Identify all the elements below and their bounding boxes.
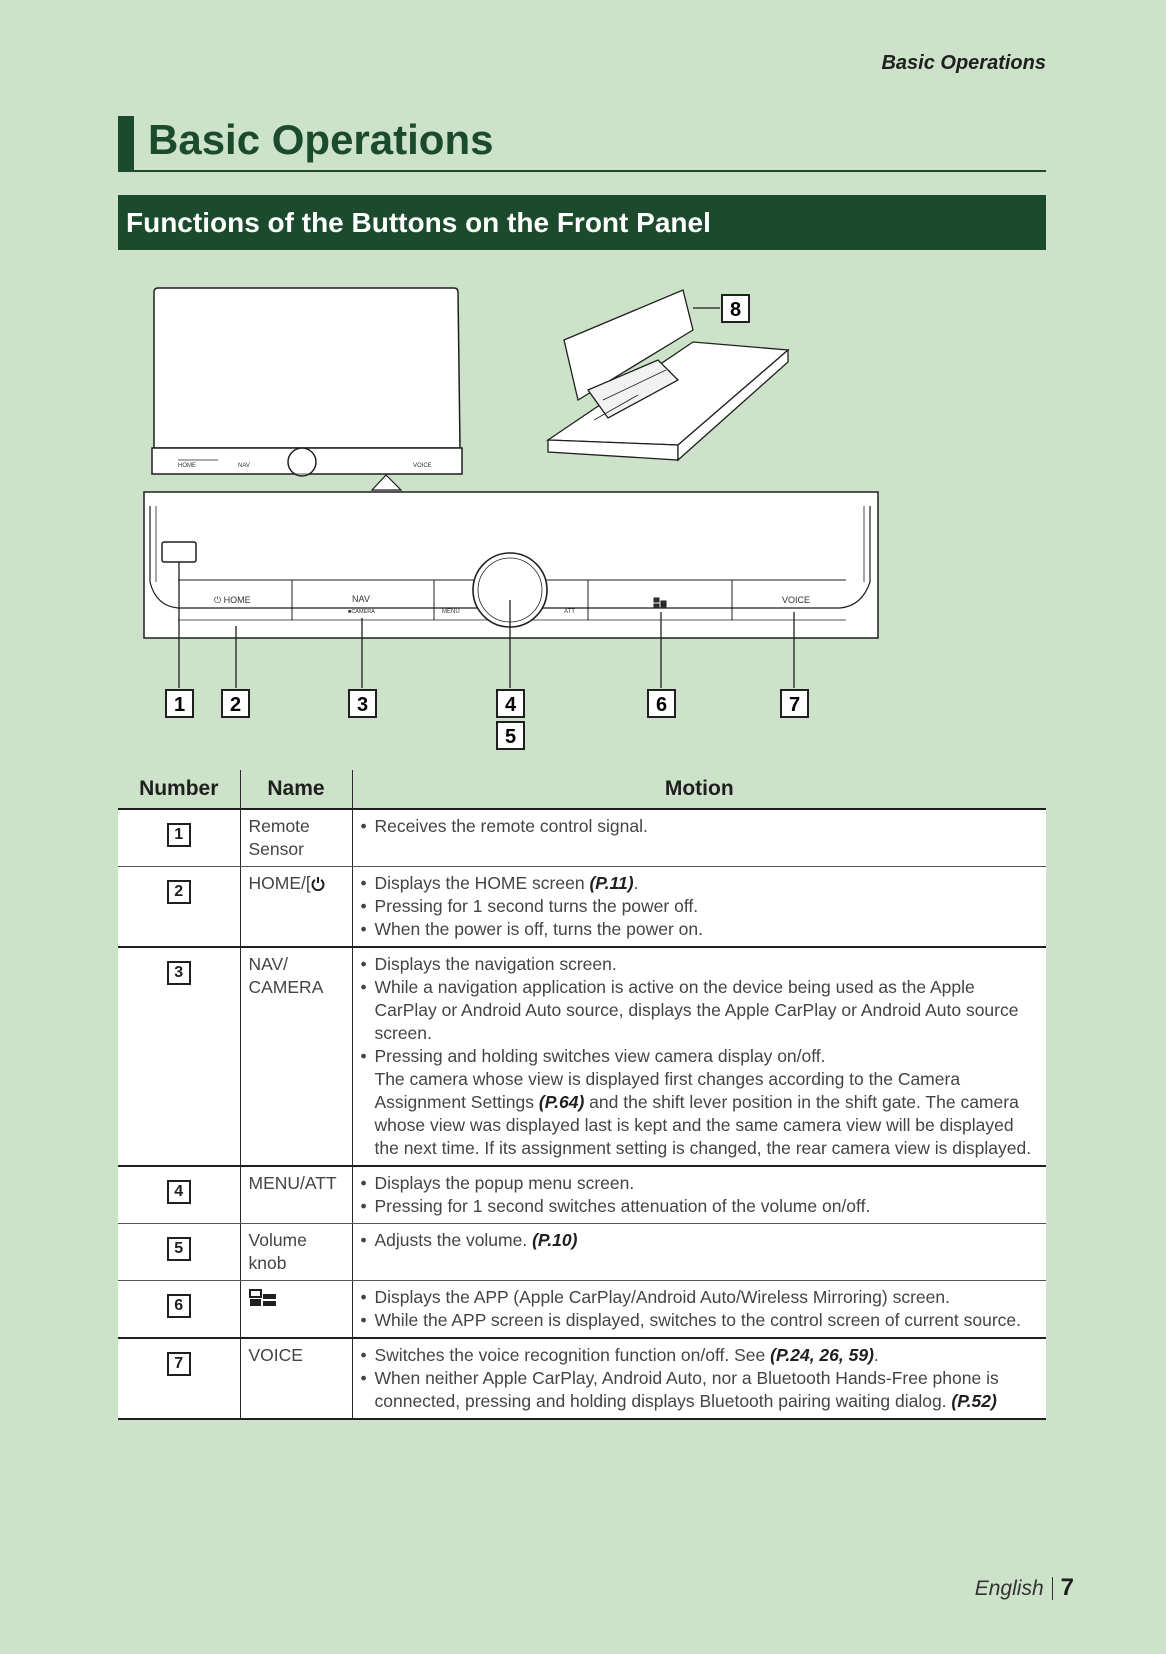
- motion-item: • While the APP screen is displayed, switches to the control screen of current source.: [361, 1309, 1039, 1332]
- motion-item: • Pressing for 1 second turns the power off.: [361, 895, 1039, 918]
- header-motion: Motion: [352, 770, 1046, 809]
- motion-item: • When neither Apple CarPlay, Android Auto, nor a Bluetooth Hands-Free phone is connected, pressing and holding displays Bluetooth pairing waiting dialog. (P.52): [361, 1367, 1039, 1413]
- svg-text:2: 2: [229, 694, 242, 716]
- callout-6: [648, 690, 675, 717]
- callout-7: [781, 690, 808, 717]
- panel-nav-label: NAV: [352, 594, 370, 604]
- callout-4: [497, 690, 524, 717]
- table-row: [118, 809, 1046, 867]
- motion-item: • Receives the remote control signal.: [361, 815, 1039, 838]
- svg-text:6: 6: [655, 694, 668, 716]
- title-accent-bar: [118, 116, 134, 170]
- footer-language: English: [975, 1577, 1053, 1600]
- page-ref-link[interactable]: (P.52): [951, 1391, 997, 1411]
- row-name: MENU/ATT: [240, 1166, 352, 1224]
- callout-5: [497, 722, 524, 749]
- front-panel-detail: [144, 492, 878, 688]
- panel-att-label: ATT: [564, 609, 575, 615]
- panel-camera-label: ■CAMERA: [348, 609, 375, 615]
- panel-home-label: ⏻ HOME: [214, 595, 251, 605]
- table-header-row: [118, 770, 1046, 809]
- card-slot-drawing: [548, 290, 788, 460]
- table-row: [118, 1281, 1046, 1339]
- power-icon: [311, 876, 325, 891]
- table-row: [118, 867, 1046, 948]
- callout-3: [349, 690, 376, 717]
- row-name: HOME/[: [240, 867, 352, 948]
- callout-8: [722, 295, 749, 322]
- callout-1: [166, 690, 193, 717]
- row-name: Remote Sensor: [240, 809, 352, 867]
- svg-text:3: 3: [356, 694, 369, 716]
- page-title-block: [118, 116, 1046, 172]
- header-name: Name: [240, 770, 352, 809]
- row-number-badge: 3: [167, 961, 191, 985]
- panel-voice-label: VOICE: [782, 595, 811, 605]
- section-title: Functions of the Buttons on the Front Panel: [126, 207, 711, 238]
- row-name: Volume knob: [240, 1224, 352, 1281]
- row-number-badge: 1: [167, 823, 191, 847]
- table-row: [118, 1166, 1046, 1224]
- panel-menu-label: MENU: [442, 609, 460, 615]
- motion-item: • Displays the navigation screen.: [361, 953, 1039, 976]
- running-head: Basic Operations: [881, 52, 1046, 74]
- callout-2: [222, 690, 249, 717]
- motion-item: • When the power is off, turns the power on.: [361, 918, 1039, 941]
- unit-overview: [152, 288, 462, 490]
- page-ref-link[interactable]: (P.11): [589, 873, 634, 893]
- motion-item: • Pressing for 1 second switches attenuation of the volume on/off.: [361, 1195, 1039, 1218]
- svg-text:1: 1: [173, 694, 186, 716]
- section-header: [118, 195, 1046, 250]
- motion-item: • While a navigation application is active on the device being used as the Apple CarPlay or Android Auto source, displays the Apple CarPlay or Android Auto source screen.: [361, 976, 1039, 1045]
- page-title: Basic Operations: [148, 116, 494, 163]
- row-name: [240, 1281, 352, 1339]
- page-ref-link[interactable]: (P.24, 26, 59): [770, 1345, 874, 1365]
- page-ref-link[interactable]: (P.10): [532, 1230, 578, 1250]
- small-nav-label: NAV: [238, 463, 250, 469]
- row-name: VOICE: [240, 1338, 352, 1419]
- page-footer: [975, 1574, 1074, 1602]
- button-functions-table: [118, 770, 1046, 1420]
- motion-item: • Switches the voice recognition function on/off. See (P.24, 26, 59).: [361, 1344, 1039, 1367]
- motion-item: • Pressing and holding switches view camera display on/off.: [361, 1045, 1039, 1068]
- small-home-label: HOME: [178, 463, 196, 469]
- motion-item: • Displays the HOME screen (P.11).: [361, 872, 1039, 895]
- table-row: [118, 1224, 1046, 1281]
- front-panel-diagram: [118, 270, 938, 760]
- svg-text:5: 5: [504, 726, 517, 748]
- row-number-badge: 7: [167, 1352, 191, 1376]
- row-number-badge: 4: [167, 1180, 191, 1204]
- header-number: Number: [118, 770, 240, 809]
- motion-item: • Displays the APP (Apple CarPlay/Android Auto/Wireless Mirroring) screen.: [361, 1286, 1039, 1309]
- motion-item: • Displays the popup menu screen.: [361, 1172, 1039, 1195]
- table-row: [118, 1338, 1046, 1419]
- row-number-badge: 6: [167, 1294, 191, 1318]
- row-number-badge: 2: [167, 880, 191, 904]
- app-icon: [249, 1289, 277, 1307]
- row-name: NAV/ CAMERA: [240, 947, 352, 1166]
- page-number: 7: [1060, 1574, 1074, 1601]
- motion-note: The camera whose view is displayed first changes according to the Camera Assignment Settings (P.64) and the shift lever position in the shift gate. The camera whose view was displayed last is kept and the same camera view will be displayed the next time. If its assignment setting is changed, the rear camera view is displayed.: [374, 1069, 1032, 1158]
- table-row: [118, 947, 1046, 1166]
- motion-item: • Adjusts the volume. (P.10): [361, 1229, 1039, 1252]
- svg-text:8: 8: [729, 299, 742, 321]
- small-voice-label: VOICE: [413, 463, 432, 469]
- svg-text:4: 4: [504, 694, 517, 716]
- row-number-badge: 5: [167, 1237, 191, 1261]
- page-ref-link[interactable]: (P.64): [538, 1092, 585, 1112]
- svg-text:7: 7: [788, 694, 801, 716]
